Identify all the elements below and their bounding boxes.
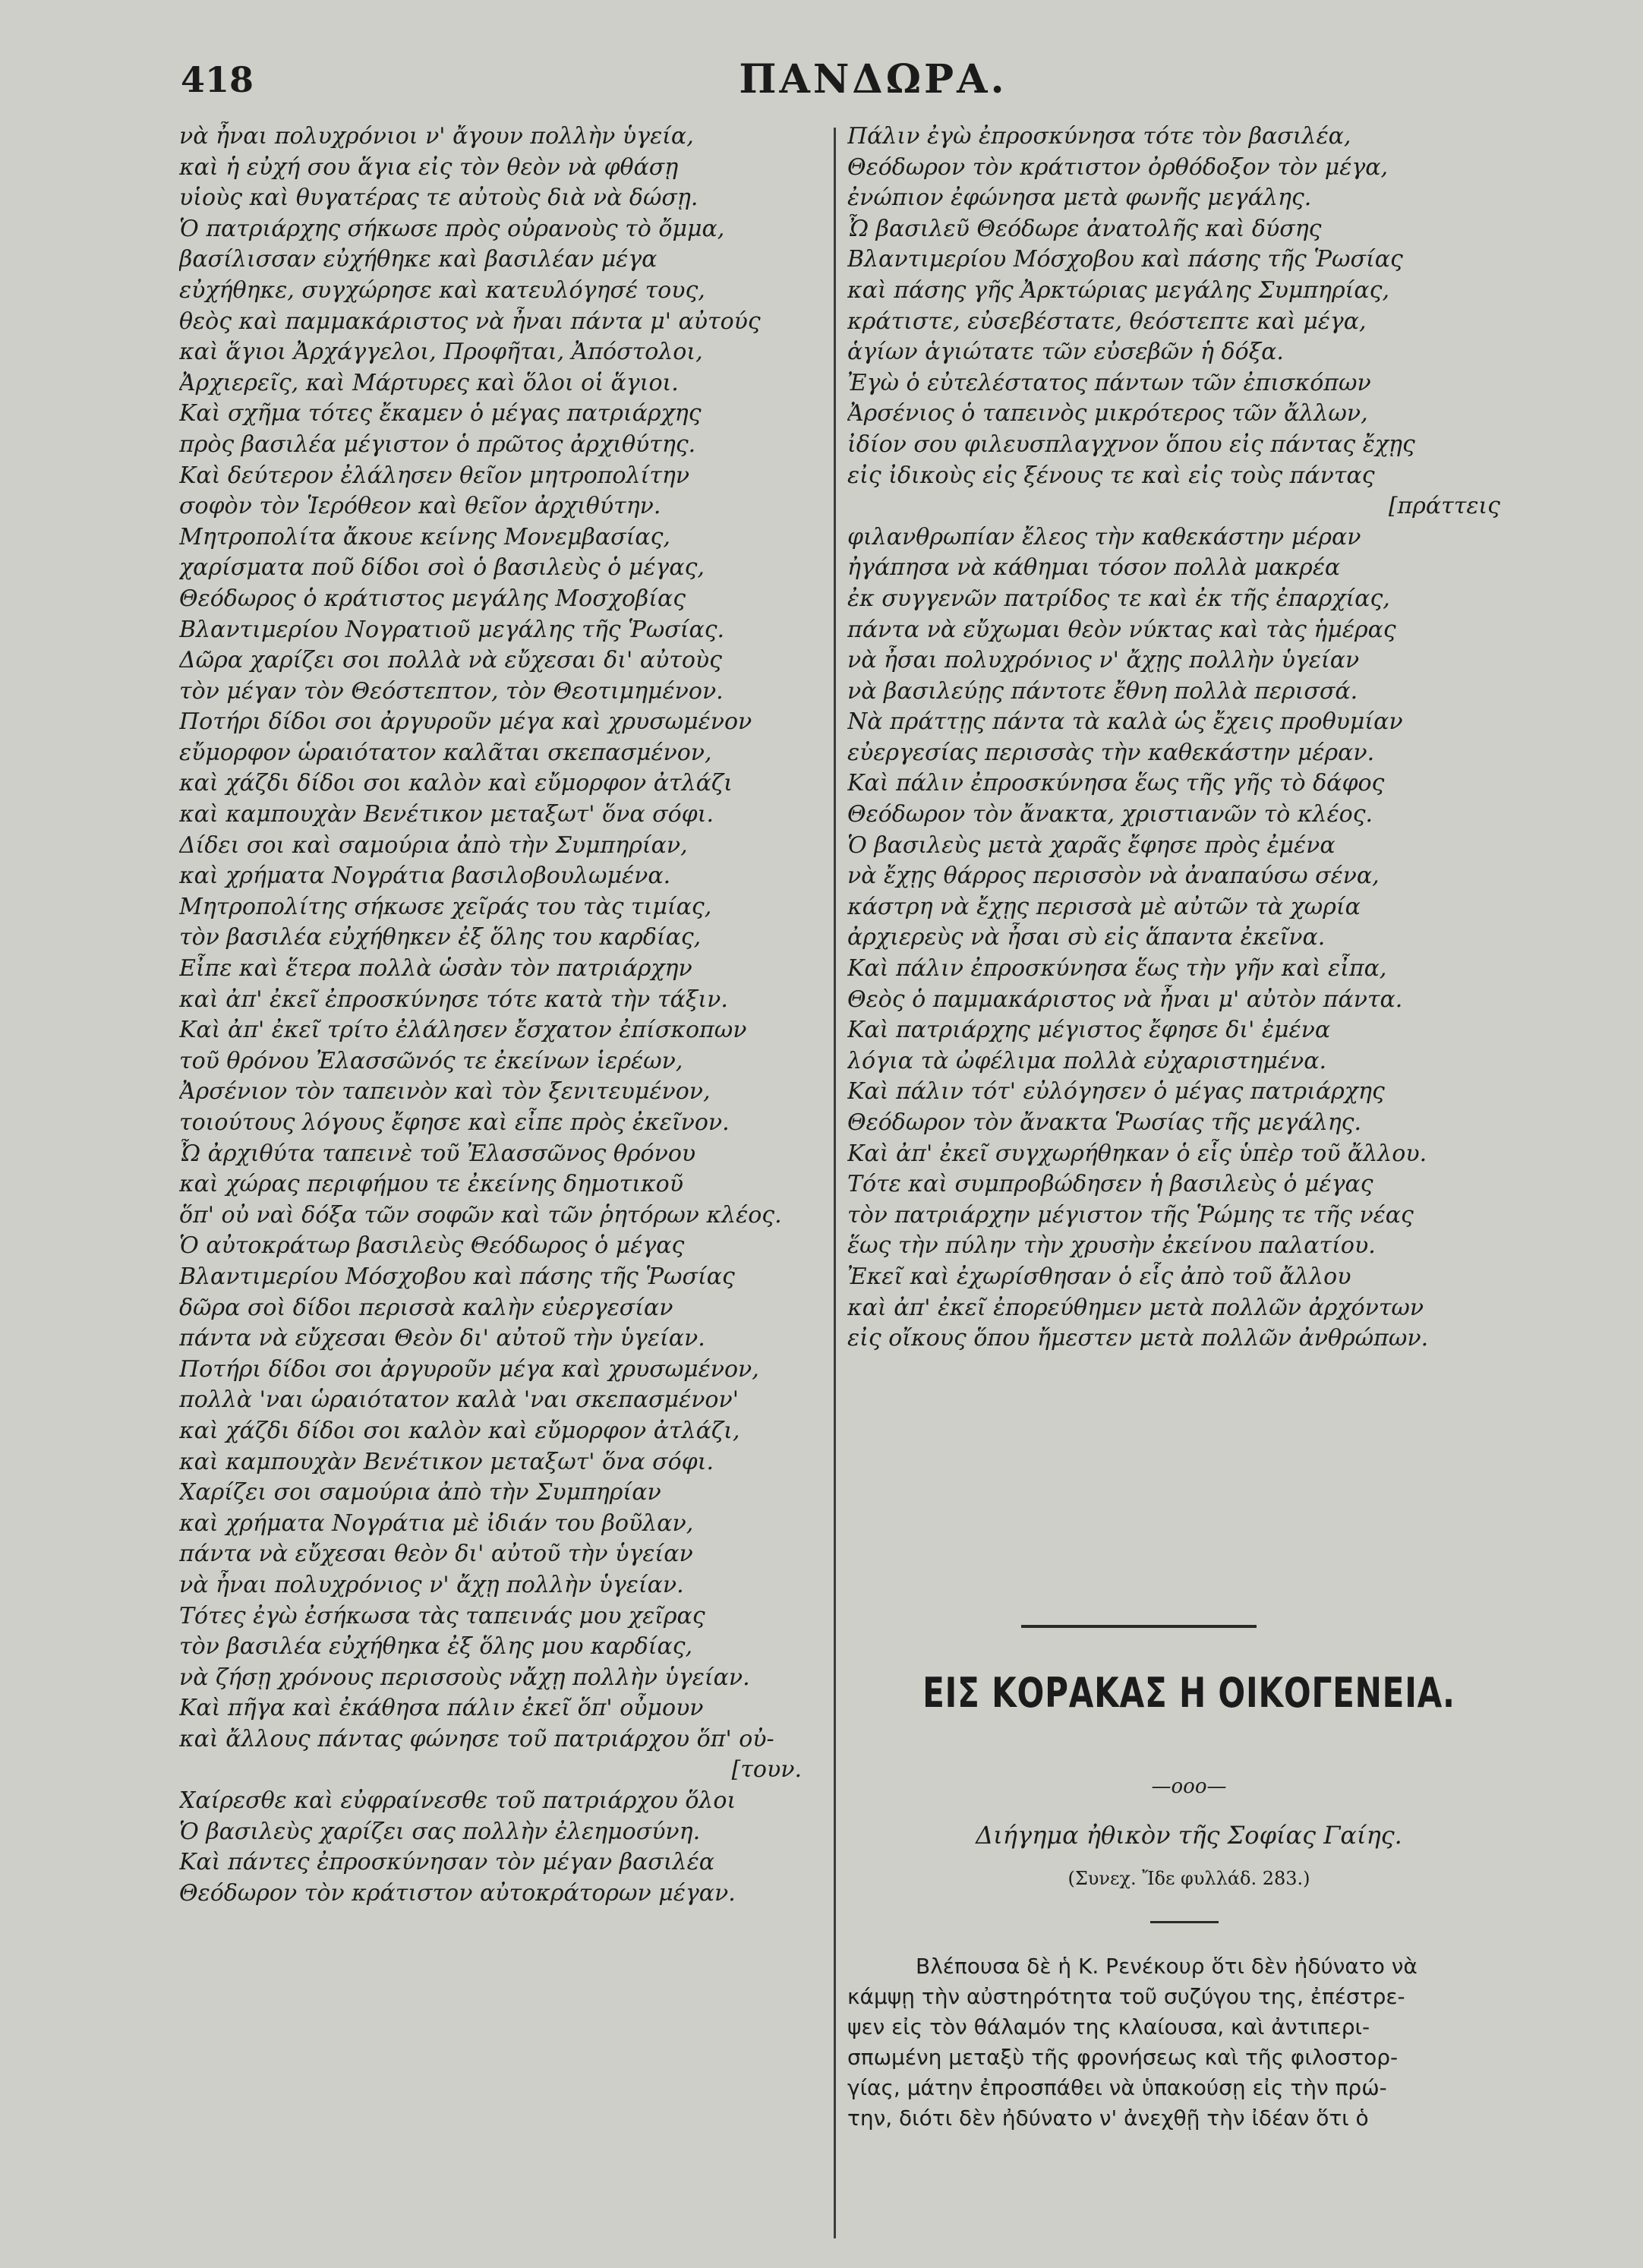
- verse-line: Ὁ πατριάρχης σήκωσε πρὸς οὐρανοὺς τὸ ὄμμα,: [179, 215, 725, 242]
- verse-line: Ποτήρι δίδοι σοι ἀργυροῦν μέγα καὶ χρυσωμένον,: [179, 1355, 759, 1383]
- short-divider: [1150, 1921, 1219, 1923]
- verse-line: Ἀρσένιος ὁ ταπεινὸς μικρότερος τῶν ἄλλων,: [847, 400, 1368, 427]
- paragraph-line: σπωμένη μεταξὺ τῆς φρονήσεως καὶ τῆς φιλοστορ-: [847, 2045, 1399, 2070]
- verse-line: καὶ πάσης γῆς Ἀρκτώριας μεγάλης Συμπηρίας,: [847, 276, 1390, 304]
- verse-line: νὰ ἔχῃς θάρρος περισσὸν νὰ ἀναπαύσω σένα,: [847, 863, 1380, 890]
- paragraph-line: γίας, μάτην ἐπροσπάθει νὰ ὑπακούσῃ εἰς τὴν πρώ-: [847, 2075, 1387, 2100]
- verse-line: Ἀρσένιον τὸν ταπεινὸν καὶ τὸν ξενιτευμένον,: [179, 1078, 711, 1106]
- verse-line: ἰδίον σου φιλευσπλαγχνον ὅπου εἰς πάντας ἔχῃς: [847, 431, 1415, 458]
- verse-line: φιλανθρωπίαν ἔλεος τὴν καθεκάστην μέραν: [847, 523, 1361, 550]
- verse-line: Θεόδωρος ὁ κράτιστος μεγάλης Μοσχοβίας: [179, 585, 686, 612]
- verse-line: εὔμορφον ὡραιότατον καλᾶται σκεπασμένον,: [179, 739, 712, 766]
- verse-line: Ἐγὼ ὁ εὐτελέστατος πάντων τῶν ἐπισκόπων: [847, 369, 1371, 396]
- paragraph-line: Βλέπουσα δὲ ἡ Κ. Ρενέκουρ ὅτι δὲν ἠδύνατο νὰ: [916, 1954, 1418, 1979]
- verse-line: Καὶ σχῆμα τότες ἔκαμεν ὁ μέγας πατριάρχης: [179, 400, 702, 427]
- left-column: [179, 121, 832, 1909]
- verse-line: [πράττεις: [1388, 493, 1500, 520]
- verse-line: καὶ χώρας περιφήμου τε ἐκείνης δημοτικοῦ: [179, 1171, 683, 1198]
- verse-line: Καὶ πατριάρχης μέγιστος ἔφησε δι' ἐμένα: [847, 1017, 1331, 1044]
- verse-line: καὶ ἡ εὐχή σου ἅγια εἰς τὸν θεὸν νὰ φθάσῃ: [179, 153, 679, 181]
- verse-line: Θεόδωρον τὸν κράτιστον ὀρθόδοξον τὸν μέγα,: [847, 153, 1389, 181]
- verse-line: ἕως τὴν πύλην τὴν χρυσὴν ἐκείνου παλατίου.: [847, 1232, 1376, 1260]
- verse-line: δῶρα σοὶ δίδοι περισσὰ καλὴν εὐεργεσίαν: [179, 1294, 673, 1321]
- verse-line: εὐεργεσίας περισσὰς τὴν καθεκάστην μέραν.: [847, 739, 1375, 766]
- verse-line: Ἀρχιερεῖς, καὶ Μάρτυρες καὶ ὅλοι οἱ ἅγιοι.: [179, 369, 679, 396]
- verse-line: βασίλισσαν εὐχήθηκε καὶ βασιλέαν μέγα: [179, 246, 658, 273]
- verse-line: νὰ βασιλεύῃς πάντοτε ἔθνη πολλὰ περισσά.: [847, 677, 1358, 705]
- verse-line: Δίδει σοι καὶ σαμούρια ἀπὸ τὴν Συμπηρίαν,: [179, 831, 688, 859]
- paragraph-line: κάμψῃ τὴν αὐστηρότητα τοῦ συζύγου της, ἐπέστρε-: [847, 1984, 1405, 2009]
- verse-line: λόγια τὰ ὠφέλιμα πολλὰ εὐχαριστημένα.: [847, 1047, 1327, 1074]
- verse-line: Ὁ βασιλεὺς μετὰ χαρᾶς ἔφησε πρὸς ἐμένα: [847, 831, 1336, 859]
- verse-line: πάντα νὰ εὔχεσαι θεὸν δι' αὐτοῦ τὴν ὑγείαν: [179, 1541, 693, 1568]
- verse-line: Βλαντιμερίου Νογρατιοῦ μεγάλης τῆς Ῥωσίας.: [179, 616, 725, 643]
- verse-line: πολλὰ 'ναι ὡραιότατον καλὰ 'ναι σκεπασμένον': [179, 1386, 739, 1414]
- verse-line: Μητροπολίτα ἄκουε κείνης Μονεμβασίας,: [179, 523, 670, 550]
- verse-line: Ἐκεῖ καὶ ἐχωρίσθησαν ὁ εἷς ἀπὸ τοῦ ἄλλου: [847, 1263, 1351, 1290]
- verse-line: Καὶ πάλιν ἐπροσκύνησα ἕως τῆς γῆς τὸ δάφος: [847, 770, 1385, 797]
- verse-line: Θεόδωρον τὸν ἄνακτα Ῥωσίας τῆς μεγάλης.: [847, 1109, 1362, 1136]
- verse-line: εὐχήθηκε, συγχώρησε καὶ κατευλόγησέ τους,: [179, 276, 705, 304]
- verse-line: Χαίρεσθε καὶ εὐφραίνεσθε τοῦ πατριάρχου ὅλοι: [179, 1787, 736, 1815]
- verse-line: τὸν βασιλέα εὐχήθηκεν ἐξ ὅλης του καρδίας,: [179, 924, 702, 951]
- verse-line: τοιούτους λόγους ἔφησε καὶ εἶπε πρὸς ἐκεῖνον.: [179, 1109, 730, 1136]
- verse-line: ἠγάπησα νὰ κάθημαι τόσον πολλὰ μακρέα: [847, 554, 1341, 582]
- verse-line: τὸν βασιλέα εὐχήθηκα ἐξ ὅλης μου καρδίας,: [179, 1633, 693, 1661]
- verse-line: εἰς ἰδικοὺς εἰς ξένους τε καὶ εἰς τοὺς πάντας: [847, 462, 1375, 489]
- verse-line: πάντα νὰ εὔχεσαι Θεὸν δι' αὐτοῦ τὴν ὑγείαν.: [179, 1325, 705, 1352]
- verse-line: Καὶ δεύτερον ἐλάλησεν θεῖον μητροπολίτην: [179, 462, 690, 489]
- verse-line: Καὶ ἀπ' ἐκεῖ τρίτο ἐλάλησεν ἔσχατον ἐπίσκοπων: [179, 1017, 747, 1044]
- verse-line: Τότε καὶ συμπροβώδησεν ἡ βασιλεὺς ὁ μέγας: [847, 1171, 1373, 1198]
- verse-line: καὶ ἀπ' ἐκεῖ ἐπροσκύνησε τότε κατὰ τὴν τάξιν.: [179, 986, 728, 1013]
- verse-line: καὶ ἅγιοι Ἀρχάγγελοι, Προφῆται, Ἀπόστολοι,: [179, 339, 703, 366]
- section-divider: [1021, 1625, 1257, 1628]
- verse-line: Πάλιν ἐγὼ ἐπροσκύνησα τότε τὸν βασιλέα,: [847, 123, 1351, 150]
- title-ornament: —οοο—: [1151, 1775, 1227, 1798]
- verse-line: πάντα νὰ εὔχωμαι θεὸν νύκτας καὶ τὰς ἡμέρας: [847, 616, 1396, 643]
- story-text: [847, 1951, 1531, 2134]
- paragraph-line: την, διότι δὲν ἠδύνατο ν' ἀνεχθῇ τὴν ἰδέαν ὅτι ὁ: [847, 2106, 1369, 2131]
- verse-line: καὶ καμπουχὰν Βενέτικον μεταξωτ' ὅνα σόφι.: [179, 1448, 714, 1475]
- verse-line: Ποτήρι δίδοι σοι ἀργυροῦν μέγα καὶ χρυσωμένον: [179, 708, 752, 736]
- verse-line: καὶ καμπουχὰν Βενέτικον μεταξωτ' ὅνα σόφι.: [179, 801, 714, 828]
- verse-line: καὶ χάζδι δίδοι σοι καλὸν καὶ εὔμορφον ἀτλάζι: [179, 770, 733, 797]
- verse-line: Καὶ ἀπ' ἐκεῖ συγχωρήθηκαν ὁ εἷς ὑπὲρ τοῦ ἄλλου.: [847, 1140, 1427, 1167]
- verse-line: τοῦ θρόνου Ἐλασσῶνός τε ἐκείνων ἱερέων,: [179, 1047, 683, 1074]
- verse-line: Καὶ πάντες ἐπροσκύνησαν τὸν μέγαν βασιλέα: [179, 1849, 715, 1876]
- verse-line: Βλαντιμερίου Μόσχοβου καὶ πάσης τῆς Ῥωσίας: [179, 1263, 735, 1290]
- verse-line: σοφὸν τὸν Ἱερόθεον καὶ θεῖον ἀρχιθύτην.: [179, 493, 661, 520]
- verse-line: Θεὸς ὁ παμμακάριστος νὰ ἦναι μ' αὐτὸν πάντα.: [847, 986, 1403, 1013]
- verse-line: πρὸς βασιλέα μέγιστον ὁ πρῶτος ἀρχιθύτης.: [179, 431, 696, 458]
- verse-line: Χαρίζει σοι σαμούρια ἀπὸ τὴν Συμπηρίαν: [179, 1479, 661, 1506]
- verse-line: Ὁ βασιλεὺς χαρίζει σας πολλὴν ἐλεημοσύνη.: [179, 1818, 701, 1845]
- verse-line: Ὦ ἀρχιθύτα ταπεινὲ τοῦ Ἐλασσῶνος θρόνου: [179, 1140, 696, 1167]
- story-title: ΕΙΣ ΚΟΡΑΚΑΣ Η ΟΙΚΟΓΕΝΕΙΑ.: [922, 1669, 1455, 1717]
- verse-line: καὶ χρήματα Νογράτια μὲ ἰδιάν του βοῦλαν,: [179, 1509, 694, 1537]
- verse-line: τὸν μέγαν τὸν Θεόστεπτον, τὸν Θεοτιμημένον.: [179, 677, 724, 705]
- verse-line: Ὁ αὐτοκράτωρ βασιλεὺς Θεόδωρος ὁ μέγας: [179, 1232, 685, 1260]
- page-number: 418: [181, 59, 254, 100]
- story-subtitle: Διήγημα ἠθικὸν τῆς Σοφίας Γαίης.: [976, 1821, 1402, 1850]
- running-title: ΠΑΝΔΩΡΑ.: [739, 56, 1008, 103]
- paragraph-line: ψεν εἰς τὸν θάλαμόν της κλαίουσα, καὶ ἀντιπερι-: [847, 2014, 1370, 2039]
- verse-line: καὶ ἀπ' ἐκεῖ ἐπορεύθημεν μετὰ πολλῶν ἀρχόντων: [847, 1294, 1424, 1321]
- verse-line: Θεόδωρον τὸν ἄνακτα, χριστιανῶν τὸ κλέος.: [847, 801, 1373, 828]
- verse-line: ἐκ συγγενῶν πατρίδος τε καὶ ἐκ τῆς ἐπαρχίας,: [847, 585, 1390, 612]
- verse-line: Τότες ἐγὼ ἐσήκωσα τὰς ταπεινάς μου χεῖρας: [179, 1602, 705, 1629]
- verse-line: νὰ ζήσῃ χρόνους περισσοὺς νἄχῃ πολλὴν ὑγείαν.: [179, 1664, 750, 1691]
- verse-line: εἰς οἴκους ὅπου ἤμεστεν μετὰ πολλῶν ἀνθρώπων.: [847, 1325, 1429, 1352]
- verse-line: Καὶ πάλιν τότ' εὐλόγησεν ὁ μέγας πατριάρχης: [847, 1078, 1385, 1106]
- verse-line: θεὸς καὶ παμμακάριστος νὰ ἦναι πάντα μ' αὐτούς: [179, 308, 761, 335]
- verse-line: Ὦ βασιλεῦ Θεόδωρε ἀνατολῆς καὶ δύσης: [847, 215, 1322, 242]
- verse-line: Καὶ πάλιν ἐπροσκύνησα ἕως τὴν γῆν καὶ εἶπα,: [847, 955, 1387, 983]
- verse-line: ἀρχιερεὺς νὰ ἦσαι σὺ εἰς ἅπαντα ἐκεῖνα.: [847, 924, 1326, 951]
- verse-line: κάστρη νὰ ἔχῃς περισσὰ μὲ αὐτῶν τὰ χωρία: [847, 893, 1361, 920]
- verse-line: νὰ ἦναι πολυχρόνιος ν' ἄχῃ πολλὴν ὑγείαν.: [179, 1571, 684, 1598]
- verse-line: κράτιστε, εὐσεβέστατε, θεόστεπτε καὶ μέγα,: [847, 308, 1367, 335]
- verse-line: Βλαντιμερίου Μόσχοβου καὶ πάσης τῆς Ῥωσίας: [847, 246, 1403, 273]
- continuation-note: (Συνεχ. Ἴδε φυλλάδ. 283.): [1067, 1868, 1310, 1889]
- verse-line: Καὶ πῆγα καὶ ἐκάθησα πάλιν ἐκεῖ ὅπ' οὖμουν: [179, 1695, 704, 1722]
- verse-line: τὸν πατριάρχην μέγιστον τῆς Ῥώμης τε τῆς νέας: [847, 1201, 1414, 1229]
- verse-line: νὰ ἦσαι πολυχρόνιος ν' ἄχῃς πολλὴν ὑγείαν: [847, 647, 1360, 674]
- verse-line: Δῶρα χαρίζει σοι πολλὰ νὰ εὔχεσαι δι' αὐτοὺς: [179, 647, 722, 674]
- verse-line: Θεόδωρον τὸν κράτιστον αὐτοκράτορων μέγαν.: [179, 1879, 736, 1907]
- verse-line: νὰ ἦναι πολυχρόνιοι ν' ἄγουν πολλὴν ὑγεία,: [179, 123, 694, 150]
- verse-line: καὶ χάζδι δίδοι σοι καλὸν καὶ εὔμορφον ἀτλάζι,: [179, 1417, 740, 1444]
- right-column: [847, 121, 1531, 1355]
- verse-line: υἱοὺς καὶ θυγατέρας τε αὐτοὺς διὰ νὰ δώσῃ.: [179, 185, 699, 212]
- verse-line: Νὰ πράττῃς πάντα τὰ καλὰ ὡς ἔχεις προθυμίαν: [847, 708, 1403, 736]
- verse-line: Εἶπε καὶ ἕτερα πολλὰ ὡσὰν τὸν πατριάρχην: [179, 955, 692, 983]
- verse-line: [τουν.: [731, 1756, 802, 1784]
- verse-line: ἁγίων ἁγιώτατε τῶν εὐσεβῶν ἡ δόξα.: [847, 339, 1284, 366]
- verse-line: χαρίσματα ποῦ δίδοι σοὶ ὁ βασιλεὺς ὁ μέγας,: [179, 554, 705, 582]
- column-divider: [834, 128, 836, 2238]
- verse-line: Μητροπολίτης σήκωσε χεῖράς του τὰς τιμίας,: [179, 893, 712, 920]
- verse-line: ὅπ' οὐ ναὶ δόξα τῶν σοφῶν καὶ τῶν ῥητόρων κλέος.: [179, 1201, 782, 1229]
- verse-line: ἐνώπιον ἐφώνησα μετὰ φωνῆς μεγάλης.: [847, 185, 1312, 212]
- verse-line: καὶ ἄλλους πάντας φώνησε τοῦ πατριάρχου ὅπ' οὐ-: [179, 1725, 774, 1752]
- verse-line: καὶ χρήματα Νογράτια βασιλοβουλωμένα.: [179, 863, 671, 890]
